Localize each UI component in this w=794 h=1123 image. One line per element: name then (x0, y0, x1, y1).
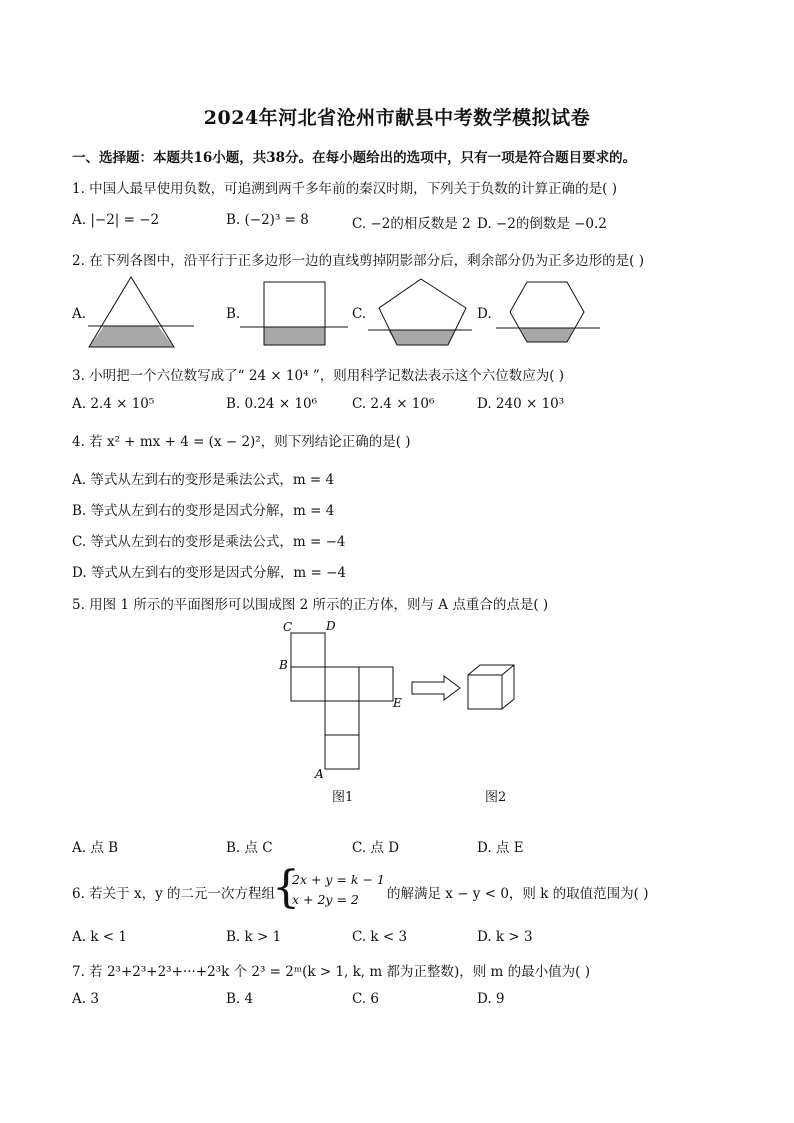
q6-equation-1: 2x + y = k − 1 (292, 872, 385, 887)
q3-option-c: C. 2.4 × 10⁶ (352, 396, 435, 412)
q2-option-c: C. (352, 306, 367, 322)
q1-option-b: B. (−2)³ = 8 (226, 212, 309, 228)
net-label-a: A (315, 767, 324, 781)
cube-front-face (468, 675, 502, 709)
net-square-row-2 (325, 667, 359, 701)
cube-net-figure (270, 616, 530, 806)
net-label-e: E (393, 696, 402, 710)
triangle-shaded-region (89, 326, 174, 347)
figure-1-caption: 图1 (332, 790, 354, 805)
net-square-col-1 (325, 701, 359, 735)
question-2-stem: 2. 在下列各图中，沿平行于正多边形一边的直线剪掉阴影部分后，剩余部分仍为正多边形的是( ) (72, 253, 644, 269)
net-square-row-1 (291, 667, 325, 701)
question-3-stem: 3. 小明把一个六位数写成了“ 24 × 10⁴ ”，则用科学记数法表示这个六位数应为( ) (72, 368, 565, 384)
q5-option-b: B. 点 C (226, 840, 273, 856)
section-heading: 一、选择题：本题共16小题，共38分。在每小题给出的选项中，只有一项是符合题目要求的。 (72, 150, 637, 166)
q6-option-b: B. k > 1 (226, 929, 282, 945)
q1-option-d: D. −2的倒数是 −0.2 (477, 216, 607, 232)
q1-option-c: C. −2的相反数是 2 (352, 216, 471, 232)
net-square-top (291, 633, 325, 667)
question-6-stem-post: 的解满足 x − y < 0，则 k 的取值范围为( ) (387, 886, 649, 902)
question-4-stem: 4. 若 x² + mx + 4 = (x − 2)²，则下列结论正确的是( ) (72, 434, 411, 450)
net-label-d: D (326, 619, 336, 633)
square-shaded-region (264, 327, 325, 345)
q6-option-a: A. k < 1 (72, 929, 127, 945)
hexagon-shaded-region (520, 328, 574, 342)
q4-option-c: C. 等式从左到右的变形是乘法公式，m = −4 (72, 534, 346, 550)
cube-edge (502, 665, 514, 675)
q4-option-b: B. 等式从左到右的变形是因式分解，m = 4 (72, 503, 335, 519)
equation-system-brace: { (272, 862, 300, 913)
pentagon-figure (368, 278, 474, 348)
q2-option-d: D. (477, 306, 492, 322)
q6-equation-2: x + 2y = 2 (292, 892, 359, 907)
page-title: 2024年河北省沧州市献县中考数学模拟试卷 (203, 107, 591, 129)
net-label-b: B (279, 658, 288, 672)
q7-option-b: B. 4 (226, 991, 254, 1007)
q6-option-d: D. k > 3 (477, 929, 533, 945)
q3-option-d: D. 240 × 10³ (477, 396, 565, 412)
q3-option-b: B. 0.24 × 10⁶ (226, 396, 318, 412)
q4-option-a: A. 等式从左到右的变形是乘法公式，m = 4 (72, 472, 335, 488)
figure-2-caption: 图2 (485, 790, 507, 805)
cube-back-edges (468, 665, 514, 709)
q2-option-a: A. (72, 306, 87, 322)
pentagon-shaded-region (388, 330, 455, 345)
q5-option-a: A. 点 B (72, 840, 119, 856)
q7-option-c: C. 6 (352, 991, 380, 1007)
q4-option-d: D. 等式从左到右的变形是因式分解，m = −4 (72, 565, 347, 581)
question-5-stem: 5. 用图 1 所示的平面图形可以围成图 2 所示的正方体，则与 A 点重合的点是( ) (72, 597, 549, 613)
q5-option-c: C. 点 D (352, 840, 400, 856)
q7-option-d: D. 9 (477, 991, 505, 1007)
right-arrow-icon (412, 676, 460, 700)
q3-option-a: A. 2.4 × 10⁵ (72, 396, 155, 412)
q7-option-a: A. 3 (72, 991, 99, 1007)
q6-option-c: C. k < 3 (352, 929, 408, 945)
net-square-col-2 (325, 735, 359, 769)
triangle-figure (88, 276, 196, 348)
net-label-c: C (283, 620, 293, 634)
q5-option-d: D. 点 E (477, 840, 524, 856)
question-6-stem-pre: 6. 若关于 x，y 的二元一次方程组 (72, 886, 275, 902)
hexagon-figure (496, 281, 602, 347)
square-figure (240, 281, 350, 347)
net-square-row-3 (359, 667, 393, 701)
question-1-stem: 1. 中国人最早使用负数，可追溯到两千多年前的秦汉时期，下列关于负数的计算正确的是( ) (72, 181, 617, 197)
q2-option-b: B. (226, 306, 241, 322)
q1-option-a: A. |−2| = −2 (72, 212, 160, 228)
question-7-stem: 7. 若 2³+2³+2³+···+2³k 个 2³ = 2ᵐ(k > 1, k, m 都为正整数)，则 m 的最小值为( ) (72, 964, 590, 980)
